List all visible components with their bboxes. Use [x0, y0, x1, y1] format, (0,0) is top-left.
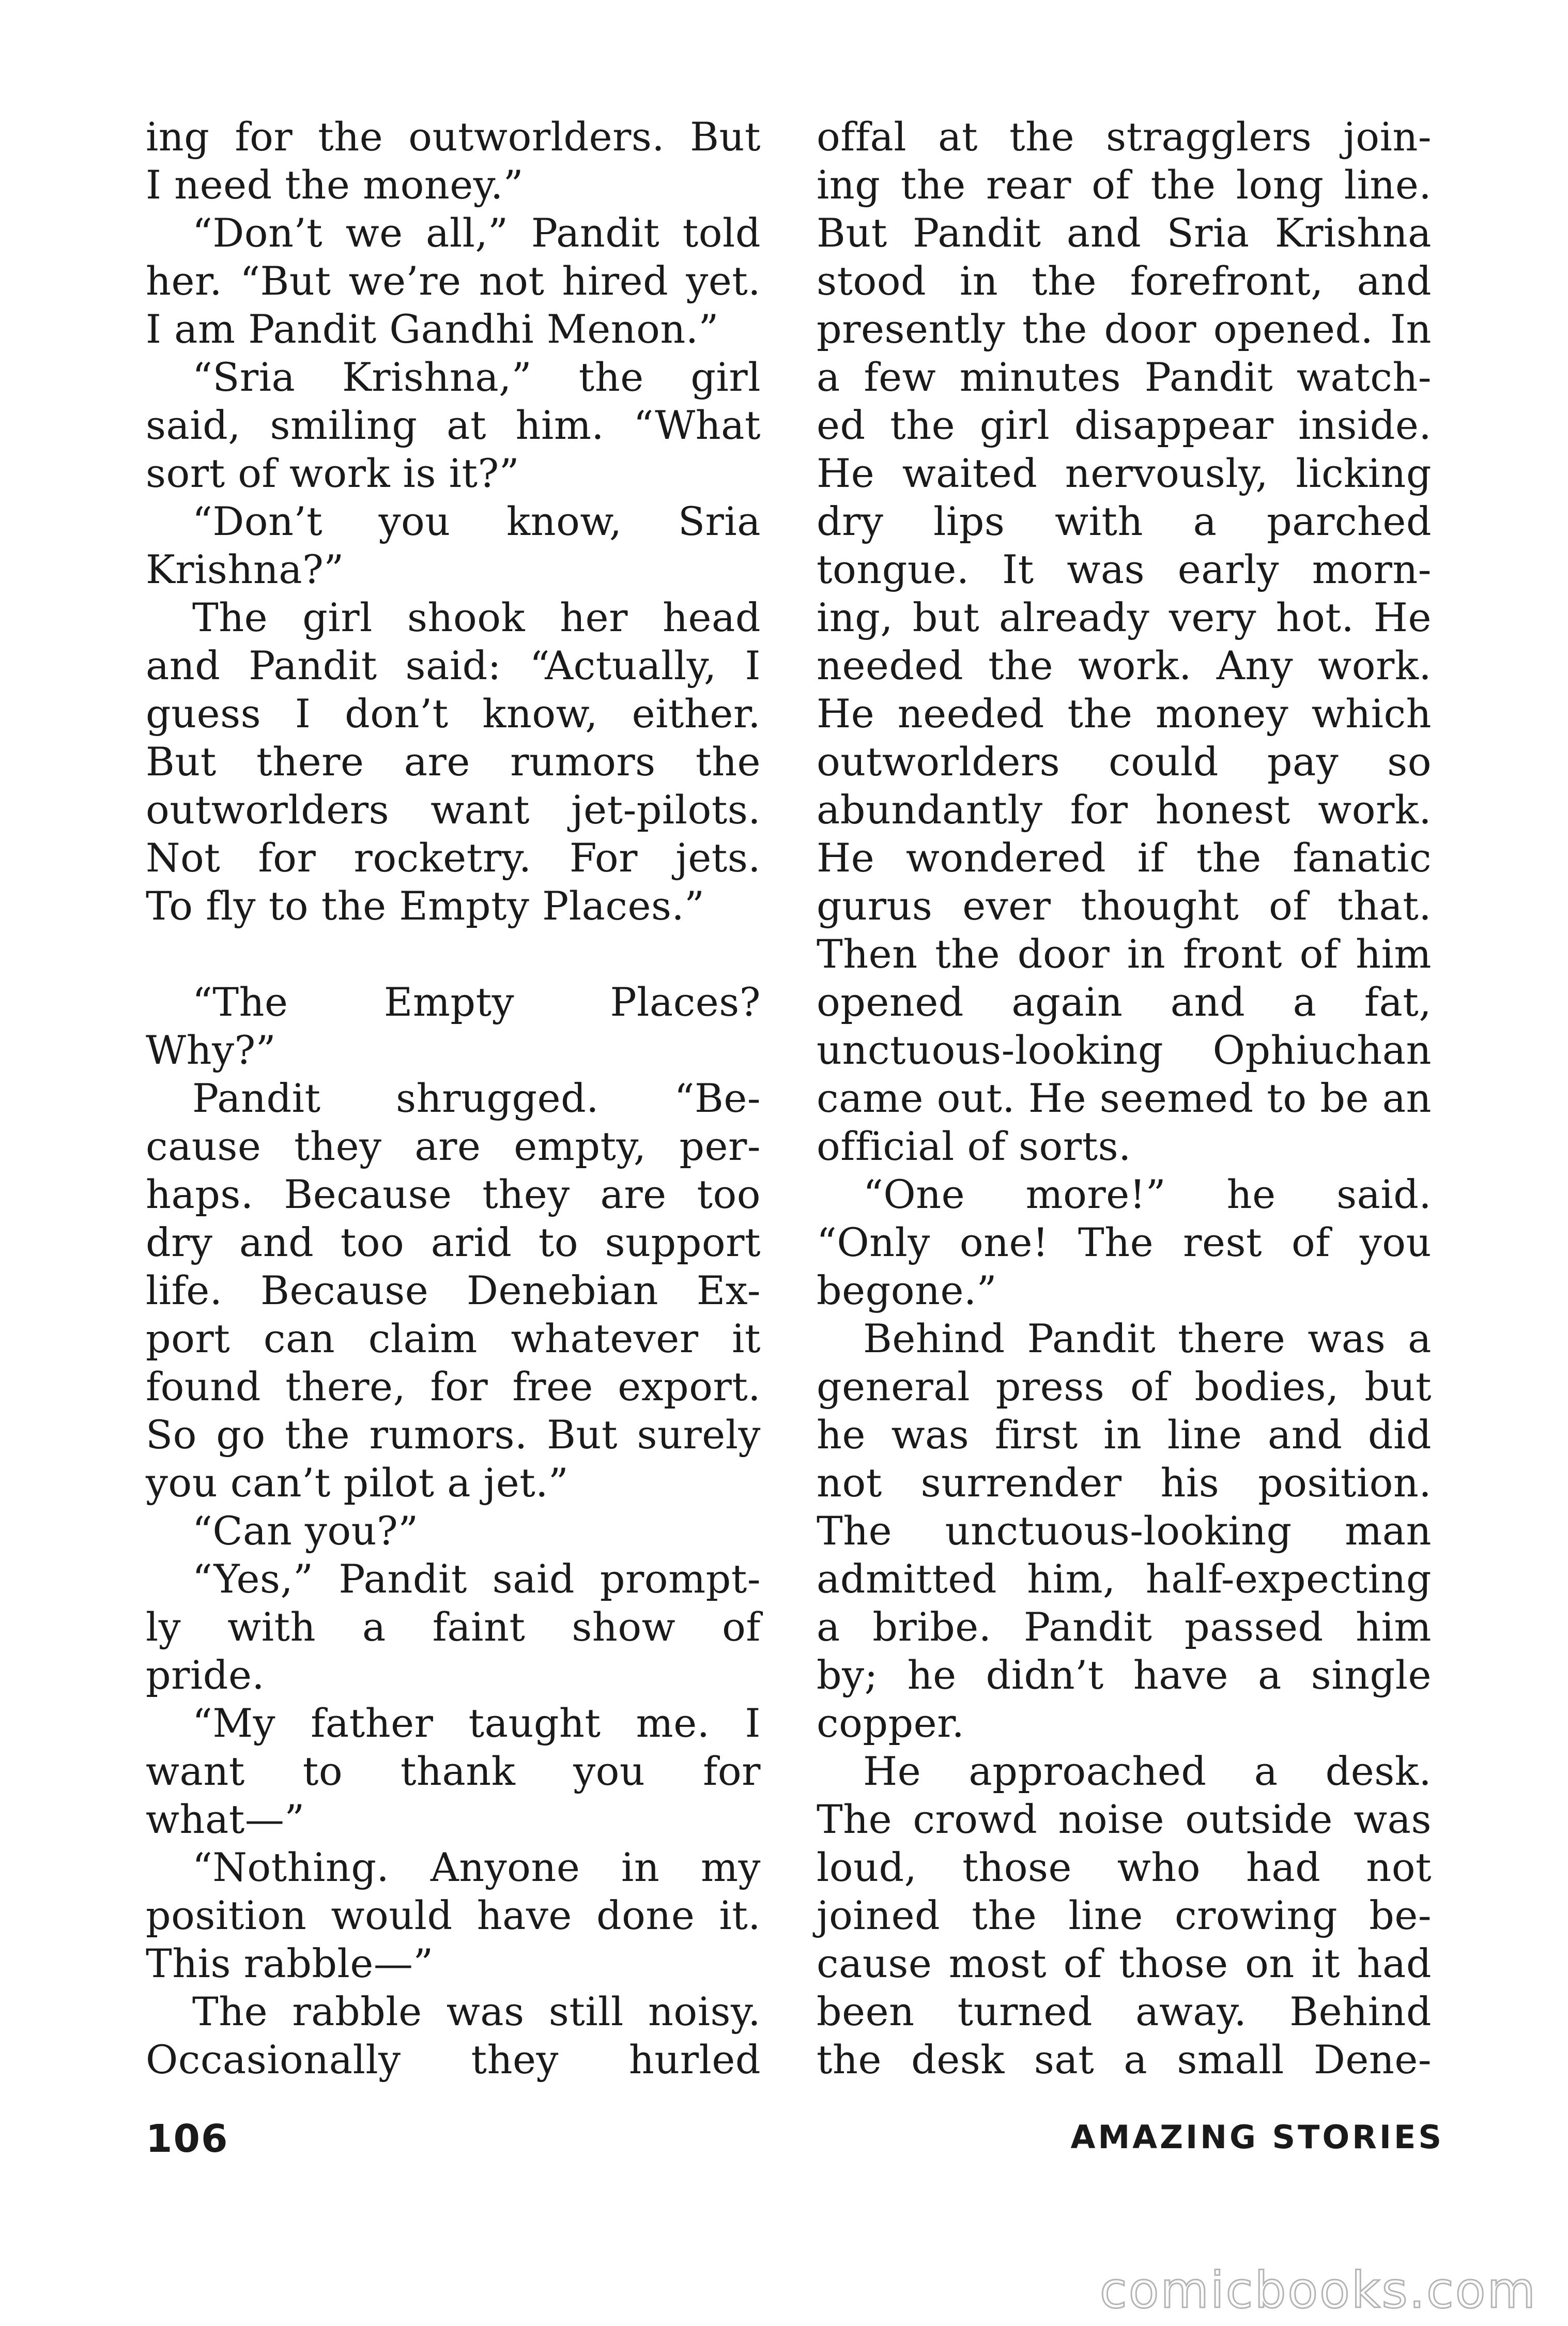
text-line: tongue. It was early morn-	[817, 546, 1432, 592]
text-line: the desk sat a small Dene-	[817, 2037, 1432, 2083]
text-line: He approached a desk.	[863, 1748, 1432, 1794]
text-line: He needed the money which	[817, 691, 1432, 737]
text-line: outworlders could pay so	[817, 739, 1432, 785]
right-text-column	[817, 113, 1432, 2084]
text-line: begone.”	[817, 1267, 997, 1313]
text-line: been turned away. Behind	[817, 1988, 1432, 2034]
text-line: He waited nervously, licking	[817, 450, 1432, 496]
page-number: 106	[146, 2117, 229, 2161]
text-line: abundantly for honest work.	[817, 787, 1432, 833]
text-line: guess I don’t know, either.	[146, 691, 761, 737]
text-line: Why?”	[146, 1027, 276, 1073]
text-line: ing the rear of the long line.	[817, 162, 1432, 208]
text-line: he was first in line and did	[817, 1412, 1432, 1458]
text-line: port can claim whatever it	[146, 1315, 761, 1361]
text-line: “Can you?”	[192, 1508, 419, 1554]
text-line: So go the rumors. But surely	[146, 1412, 761, 1458]
text-line: cause most of those on it had	[817, 1940, 1432, 1986]
text-line: ed the girl disappear inside.	[817, 402, 1432, 448]
running-title: AMAZING STORIES	[1070, 2118, 1444, 2156]
text-line: “Nothing. Anyone in my	[192, 1844, 761, 1890]
text-line: “Don’t we all,” Pandit told	[192, 210, 761, 256]
text-line: dry lips with a parched	[817, 498, 1432, 544]
text-line: offal at the stragglers join-	[817, 114, 1432, 160]
text-line: This rabble—”	[146, 1940, 434, 1986]
text-line: unctuous-looking Ophiuchan	[817, 1027, 1432, 1073]
text-line: and Pandit said: “Actually, I	[146, 642, 761, 688]
text-line: Behind Pandit there was a	[863, 1315, 1432, 1361]
watermark: comicbooks.com	[1099, 2261, 1537, 2319]
text-line: admitted him, half-expecting	[817, 1556, 1432, 1602]
text-line: Occasionally they hurled	[146, 2037, 761, 2083]
text-line: general press of bodies, but	[817, 1364, 1432, 1410]
paragraph-break	[146, 930, 761, 978]
text-line: Then the door in front of him	[817, 931, 1432, 977]
text-line: by; he didn’t have a single	[817, 1652, 1432, 1698]
text-line: presently the door opened. In	[817, 306, 1432, 352]
text-line: cause they are empty, per-	[146, 1123, 761, 1169]
text-line: life. Because Denebian Ex-	[146, 1267, 761, 1313]
text-line: “Don’t you know, Sria	[192, 498, 761, 544]
text-line: But Pandit and Sria Krishna	[817, 210, 1432, 256]
text-line: gurus ever thought of that.	[817, 883, 1432, 929]
text-line: Not for rocketry. For jets.	[146, 835, 761, 881]
text-line: The girl shook her head	[192, 594, 761, 640]
text-line: want to thank you for	[146, 1748, 761, 1794]
text-line: “Sria Krishna,” the girl	[192, 354, 761, 400]
text-line: Pandit shrugged. “Be-	[192, 1075, 761, 1121]
text-line: sort of work is it?”	[146, 450, 520, 496]
text-line: joined the line crowing be-	[817, 1892, 1432, 1938]
text-line: said, smiling at him. “What	[146, 402, 761, 448]
text-line: her. “But we’re not hired yet.	[146, 258, 761, 304]
text-line: opened again and a fat,	[817, 979, 1432, 1025]
text-line: ly with a faint show of	[146, 1604, 761, 1650]
text-line: ing for the outworlders. But	[146, 114, 761, 160]
text-line: a bribe. Pandit passed him	[817, 1604, 1432, 1650]
text-line: The unctuous-looking man	[817, 1508, 1432, 1554]
text-line: not surrender his position.	[817, 1460, 1432, 1506]
left-text-column	[146, 113, 761, 2084]
text-line: found there, for free export.	[146, 1364, 761, 1410]
text-line: “The Empty Places?	[192, 979, 761, 1025]
text-line: I am Pandit Gandhi Menon.”	[146, 306, 719, 352]
text-line: “Yes,” Pandit said prompt-	[192, 1556, 761, 1602]
text-line: pride.	[146, 1652, 265, 1698]
text-line: what—”	[146, 1796, 305, 1842]
text-line: haps. Because they are too	[146, 1171, 761, 1217]
text-line: outworlders want jet-pilots.	[146, 787, 761, 833]
text-line: I need the money.”	[146, 162, 524, 208]
text-line: “One more!” he said.	[863, 1171, 1432, 1217]
text-line: Krishna?”	[146, 546, 344, 592]
text-line: He wondered if the fanatic	[817, 835, 1432, 881]
text-line: The crowd noise outside was	[817, 1796, 1432, 1842]
text-line: But there are rumors the	[146, 739, 761, 785]
text-line: needed the work. Any work.	[817, 642, 1432, 688]
text-line: To fly to the Empty Places.”	[146, 883, 705, 929]
text-line: official of sorts.	[817, 1123, 1131, 1169]
text-line: “Only one! The rest of you	[817, 1219, 1432, 1265]
text-line: ing, but already very hot. He	[817, 594, 1432, 640]
text-line: dry and too arid to support	[146, 1219, 761, 1265]
text-line: stood in the forefront, and	[817, 258, 1432, 304]
text-line: position would have done it.	[146, 1892, 761, 1938]
text-line: loud, those who had not	[817, 1844, 1432, 1890]
text-line: “My father taught me. I	[192, 1700, 761, 1746]
text-line: a few minutes Pandit watch-	[817, 354, 1432, 400]
text-line: you can’t pilot a jet.”	[146, 1460, 569, 1506]
text-line: came out. He seemed to be an	[817, 1075, 1432, 1121]
text-line: copper.	[817, 1700, 965, 1746]
text-line: The rabble was still noisy.	[192, 1988, 761, 2034]
